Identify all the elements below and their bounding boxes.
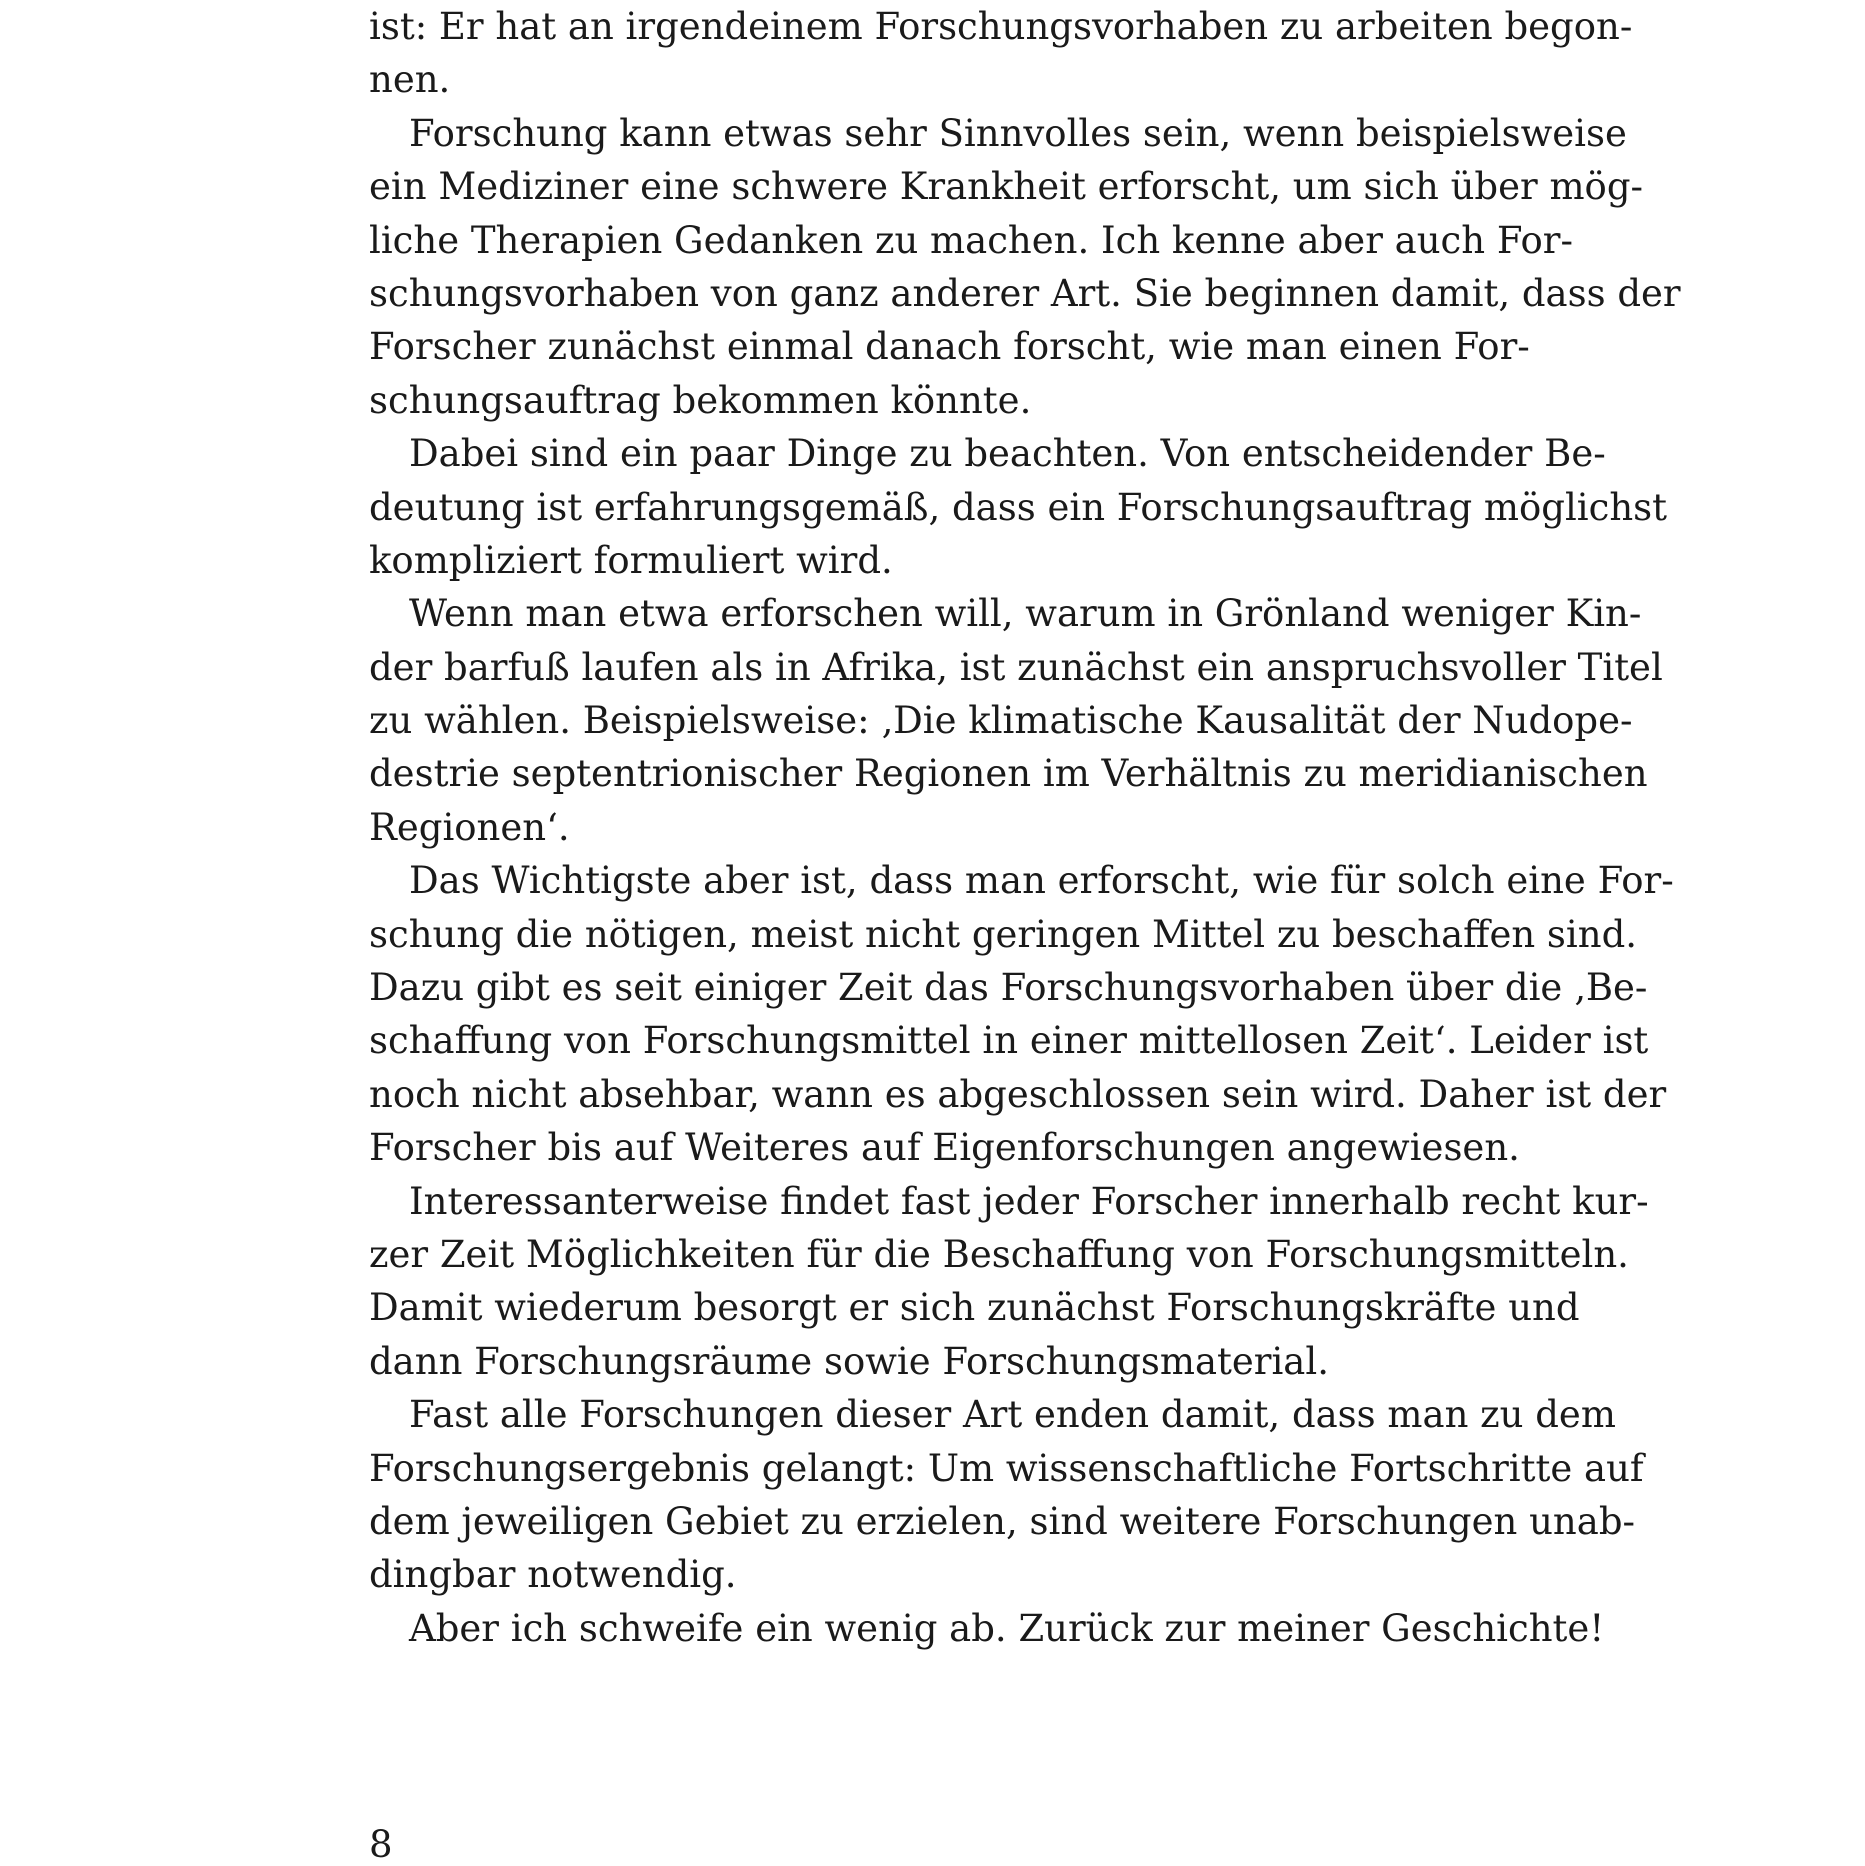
text-line: Aber ich schweife ein wenig ab. Zurück zur meiner Geschichte! <box>409 1606 1605 1650</box>
text-line: dingbar notwendig. <box>369 1553 737 1597</box>
paragraph <box>369 1388 1644 1602</box>
text-line: deutung ist erfahrungsgemäß, dass ein Forschungsauftrag möglichst <box>369 485 1668 529</box>
text-line: Dabei sind ein paar Dinge zu beachten. Von entscheidender Be- <box>409 432 1606 476</box>
text-line: dann Forschungsräume sowie Forschungsmaterial. <box>369 1339 1329 1383</box>
paragraph <box>369 427 1668 587</box>
text-line: ist: Er hat an irgendeinem Forschungsvorhaben zu arbeiten begon- <box>369 5 1633 48</box>
text-line: kompliziert formuliert wird. <box>369 538 893 582</box>
text-line: Interessanterweise findet fast jeder Forscher innerhalb recht kur- <box>409 1179 1649 1223</box>
text-line: der barfuß laufen als in Afrika, ist zunächst ein anspruchsvoller Titel <box>369 645 1663 689</box>
paragraph <box>369 1602 1605 1655</box>
paragraph <box>369 107 1681 427</box>
text-line: Dazu gibt es seit einiger Zeit das Forschungsvorhaben über die ‚Be- <box>369 966 1648 1010</box>
text-line: liche Therapien Gedanken zu machen. Ich kenne aber auch For- <box>369 218 1573 262</box>
text-line: Wenn man etwa erforschen will, warum in Grönland weniger Kin- <box>409 592 1642 636</box>
text-line: nen. <box>369 58 451 102</box>
text-line: Damit wiederum besorgt er sich zunächst Forschungskräfte und <box>369 1286 1580 1330</box>
text-line: Das Wichtigste aber ist, dass man erforscht, wie für solch eine For- <box>409 859 1674 903</box>
page-number: 8 <box>369 1823 393 1866</box>
text-line: Forscher zunächst einmal danach forscht, wie man einen For- <box>369 325 1530 369</box>
text-line: Forschung kann etwas sehr Sinnvolles sein, wenn beispielsweise <box>409 111 1627 155</box>
text-line: Forscher bis auf Weiteres auf Eigenforschungen angewiesen. <box>369 1126 1520 1170</box>
text-line: noch nicht absehbar, wann es abgeschlossen sein wird. Daher ist der <box>369 1072 1667 1116</box>
text-line: Regionen‘. <box>369 805 570 849</box>
text-line: Fast alle Forschungen dieser Art enden damit, dass man zu dem <box>409 1393 1616 1437</box>
text-line: zer Zeit Möglichkeiten für die Beschaffung von Forschungsmitteln. <box>369 1232 1629 1276</box>
paragraph <box>369 587 1663 854</box>
text-line: schungsauftrag bekommen könnte. <box>369 378 1032 422</box>
text-line: destrie septentrionischer Regionen im Verhältnis zu meridianischen <box>369 752 1648 796</box>
paragraph <box>369 0 1633 107</box>
text-line: Forschungsergebnis gelangt: Um wissenschaftliche Fortschritte auf <box>369 1446 1644 1490</box>
text-line: schungsvorhaben von ganz anderer Art. Sie beginnen damit, dass der <box>369 271 1681 315</box>
text-line: dem jeweiligen Gebiet zu erzielen, sind weitere Forschungen unab- <box>369 1499 1636 1543</box>
text-line: ein Mediziner eine schwere Krankheit erforscht, um sich über mög- <box>369 165 1644 209</box>
paragraph <box>369 1175 1649 1389</box>
text-line: schung die nötigen, meist nicht geringen Mittel zu beschaffen sind. <box>369 912 1638 956</box>
text-line: zu wählen. Beispielsweise: ‚Die klimatische Kausalität der Nudope- <box>369 699 1633 743</box>
body-text <box>369 0 1681 1655</box>
text-line: schaffung von Forschungsmittel in einer mittellosen Zeit‘. Leider ist <box>369 1019 1649 1063</box>
paragraph <box>369 854 1674 1174</box>
